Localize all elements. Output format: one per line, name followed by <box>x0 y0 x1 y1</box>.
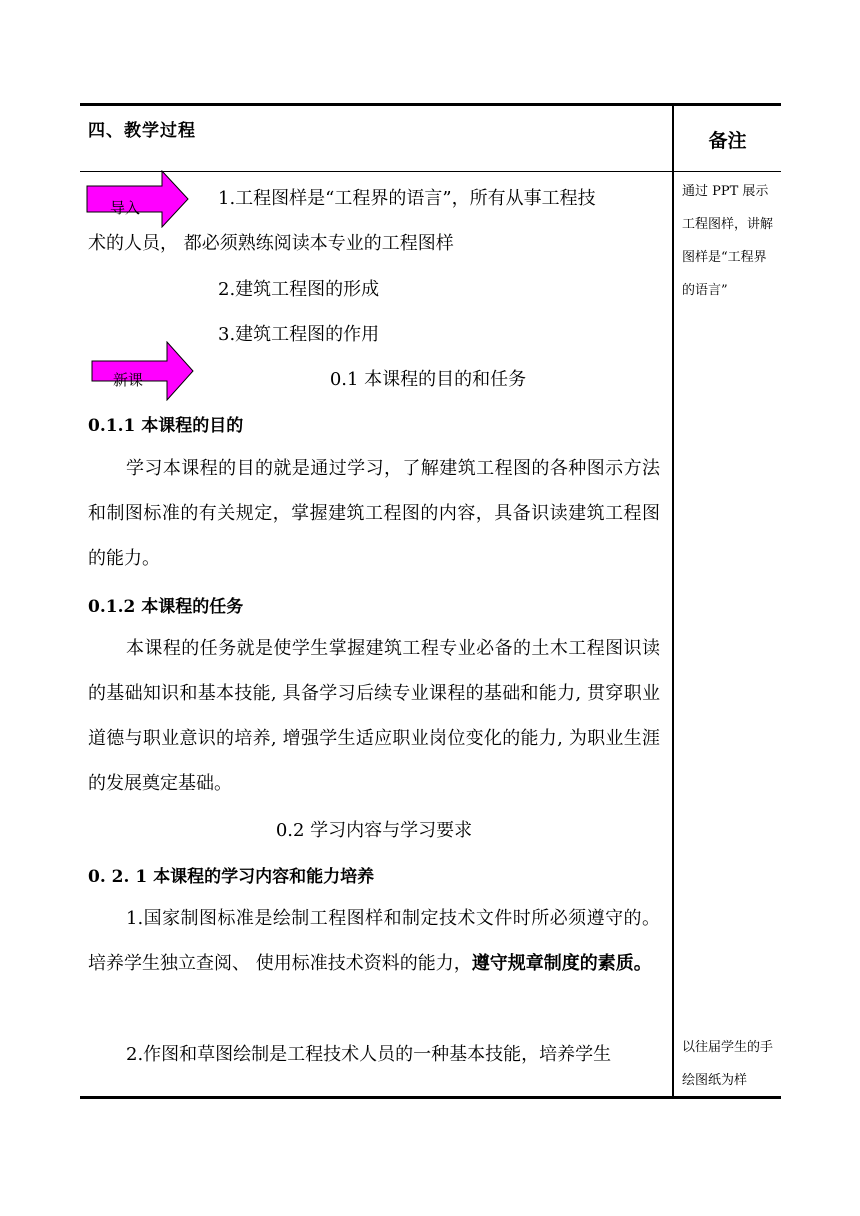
intro-item-2: 2.建筑工程图的形成 <box>218 279 380 300</box>
subsection-0-2-1-title: 0. 2. 1 本课程的学习内容和能力培养 <box>88 867 375 887</box>
intro-item-1-line-1: 1.工程图样是“工程界的语言”，所有从事工程技 <box>218 188 596 209</box>
column-divider <box>672 104 674 1098</box>
subsection-0-1-2-text: 本课程的任务就是使学生掌握建筑工程专业必备的土木工程图识读的基础知识和基本技能, 具备学习后续专业课程的基础和能力, 贯穿职业道德与职业意识的培养, 增强学生适应职业岗位变化的能力, 为职业生涯的发展奠定基础。 <box>88 638 660 794</box>
remark-note-2: 以往届学生的手绘图纸为样 <box>682 1040 774 1088</box>
remark-note-1: 通过 PPT 展示工程图样，讲解图样是“工程界的语言” <box>682 184 774 298</box>
subsection-0-2-1-item-1 <box>88 896 660 986</box>
new-lesson-arrow-label: 新课 <box>113 371 144 389</box>
remark-column-header: 备注 <box>708 130 747 152</box>
table-top-border <box>80 103 781 106</box>
section-0-2-title: 0.2 学习内容与学习要求 <box>275 820 473 841</box>
section-0-1-title: 0.1 本课程的目的和任务 <box>329 369 527 390</box>
table-bottom-border <box>80 1096 781 1099</box>
subsection-0-1-1-title: 0.1.1 本课程的目的 <box>88 416 244 436</box>
intro-item-1-line-2: 术的人员， 都必须熟练阅读本专业的工程图样 <box>88 233 454 254</box>
subsection-0-1-2-title: 0.1.2 本课程的任务 <box>88 597 244 617</box>
item-1-emphasis: 遵守规章制度的素质。 <box>471 953 652 974</box>
intro-arrow-label: 导入 <box>110 199 141 217</box>
intro-item-3: 3.建筑工程图的作用 <box>218 324 380 345</box>
subsection-0-2-1-item-2: 2.作图和草图绘制是工程技术人员的一种基本技能，培养学生 <box>126 1044 612 1065</box>
subsection-0-1-1-text: 学习本课程的目的就是通过学习，了解建筑工程图的各种图示方法和制图标准的有关规定，掌握建筑工程图的内容，具备识读建筑工程图的能力。 <box>88 458 660 569</box>
section-heading: 四、教学过程 <box>88 121 196 141</box>
item-1-text: 1.国家制图标准是绘制工程图样和制定技术文件时所必须遵守的。培养学生独立查阅、 使用标准技术资料的能力， <box>88 908 660 974</box>
